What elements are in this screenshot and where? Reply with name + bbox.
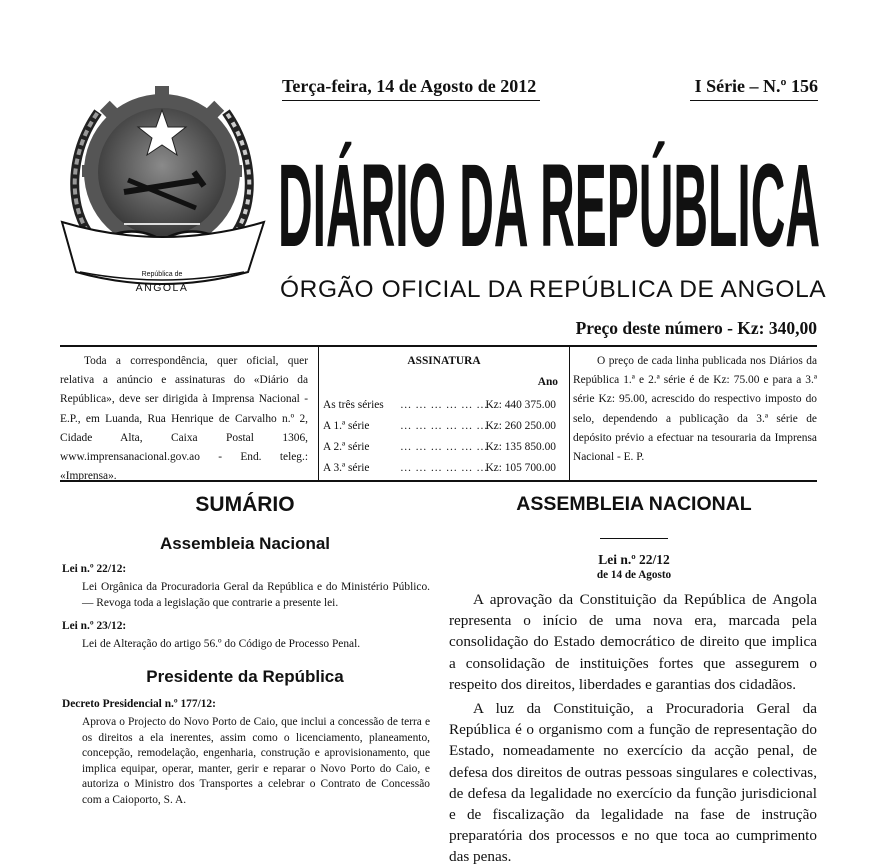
summary-law-2-heading: Lei n.º 23/12: xyxy=(62,620,127,632)
summary-decree-text: Aprova o Projecto do Novo Porto de Caio, que inclui a concessão de terra e os direitos a ela inerentes, assim como o licenciamento, planeamento, concepção, remodelação, engenharia, construção e aprovisionamento, que implica equipar, operar, manter, gerir e reparar o Novo Porto do Caio, e autoriza o Ministro dos Transportes a celebrar o Contrato de Concessão com a Caioporto, S. A. xyxy=(82,716,430,806)
angola-coat-of-arms-emblem xyxy=(58,82,268,300)
law-heading-rule xyxy=(600,538,668,539)
article-section-heading: ASSEMBLEIA NACIONAL xyxy=(516,493,752,515)
article-law-date: de 14 de Agosto xyxy=(596,569,672,581)
subscription-title: ASSINATURA xyxy=(407,355,481,367)
subscription-row-value: Kz: 440 375.00 xyxy=(485,399,556,411)
pricing-notice: O preço de cada linha publicada nos Diários da República 1.ª e 2.ª série é de Kz: 75.00 e para a 3.ª série Kz: 95.00, acrescido do respectivo imposto do selo, dependendo a publicação da 3.ª série de depósito prévio a efectuar na tesouraria da Imprensa Nacional - E. P. xyxy=(573,355,817,464)
summary-section-national-assembly: Assembleia Nacional xyxy=(159,534,331,553)
summary-law-2-text: Lei de Alteração do artigo 56.º do Código de Processo Penal. xyxy=(82,638,361,650)
summary-decree-heading: Decreto Presidencial n.º 177/12: xyxy=(62,698,216,710)
info-box-divider-left xyxy=(318,346,319,480)
issue-series-number: I Série – N.º 156 xyxy=(694,76,818,96)
masthead-subtitle: ÓRGÃO OFICIAL DA REPÚBLICA DE ANGOLA xyxy=(280,276,827,303)
masthead-title xyxy=(278,118,823,258)
masthead-title-text: DIÁRIO DA REPÚBLICA xyxy=(278,140,820,258)
subscription-row-dots: … … … … … … xyxy=(400,441,489,453)
info-box-divider-right xyxy=(569,346,570,480)
subscription-row xyxy=(323,441,563,460)
article-law-number: Lei n.º 22/12 xyxy=(598,552,670,567)
article-body xyxy=(449,589,817,868)
summary-title: SUMÁRIO xyxy=(195,493,295,516)
subscription-row-label: A 2.ª série xyxy=(323,441,370,453)
series-underline xyxy=(690,100,818,101)
subscription-row xyxy=(323,420,563,439)
correspondence-notice: Toda a correspondência, quer oficial, quer relativa a anúncio e assinaturas do «Diário da República», deve ser dirigida à Imprensa Nacional - E.P., em Luanda, Rua Henrique de Carvalho n.º 2, Cidade Alta, Caixa Postal 1306, www.imprensanacional.gov.ao - End. teleg.: «Imprensa». xyxy=(60,355,308,483)
subscription-row-label: A 3.ª série xyxy=(323,462,370,474)
subscription-row-dots: … … … … … … xyxy=(400,462,489,474)
subscription-row-dots: … … … … … … xyxy=(400,420,489,432)
subscription-row-value: Kz: 105 700.00 xyxy=(485,462,556,474)
subscription-row-value: Kz: 135 850.00 xyxy=(485,441,556,453)
summary-section-president: Presidente da República xyxy=(146,667,344,686)
article-paragraph-1: A aprovação da Constituição da República de Angola representa o início de uma nova era, marcada pela consolidação do Estado democrático de direito que implica a consolidação de instituições fortes que assegurem o respeito dos direitos, liberdades e garantias dos cidadãos. xyxy=(449,591,817,693)
date-underline xyxy=(282,100,540,101)
issue-price: Preço deste número - Kz: 340,00 xyxy=(575,318,817,338)
issue-date: Terça-feira, 14 de Agosto de 2012 xyxy=(282,76,537,96)
emblem-small-text: República de xyxy=(141,271,183,278)
summary-law-1-heading: Lei n.º 22/12: xyxy=(62,563,127,575)
article-paragraph-2: A luz da Constituição, a Procuradoria Geral da República é o organismo com a função de representação do Estado, nomeadamente no exercício da acção penal, de defesa dos direitos de outras pessoas singulares e colectivas, de defesa da legalidade no exercício da função jurisdicional e de fiscalização da legalidade na fase de instrução preparatória dos processos e no que toca ao cumprimento das penas. xyxy=(449,700,817,866)
subscription-row-value: Kz: 260 250.00 xyxy=(485,420,556,432)
emblem-angola-text: ANGOLA xyxy=(135,282,189,294)
info-box-top-rule xyxy=(60,345,817,347)
subscription-row-label: A 1.ª série xyxy=(323,420,370,432)
subscription-row xyxy=(323,462,563,481)
summary-law-1-text: Lei Orgânica da Procuradoria Geral da República e do Ministério Público. — Revoga toda a legislação que contrarie a presente lei. xyxy=(82,581,430,609)
subscription-row xyxy=(323,399,563,418)
subscription-year-label: Ano xyxy=(537,376,558,388)
subscription-row-dots: … … … … … … xyxy=(400,399,489,411)
subscription-row-label: As três séries xyxy=(323,399,384,411)
